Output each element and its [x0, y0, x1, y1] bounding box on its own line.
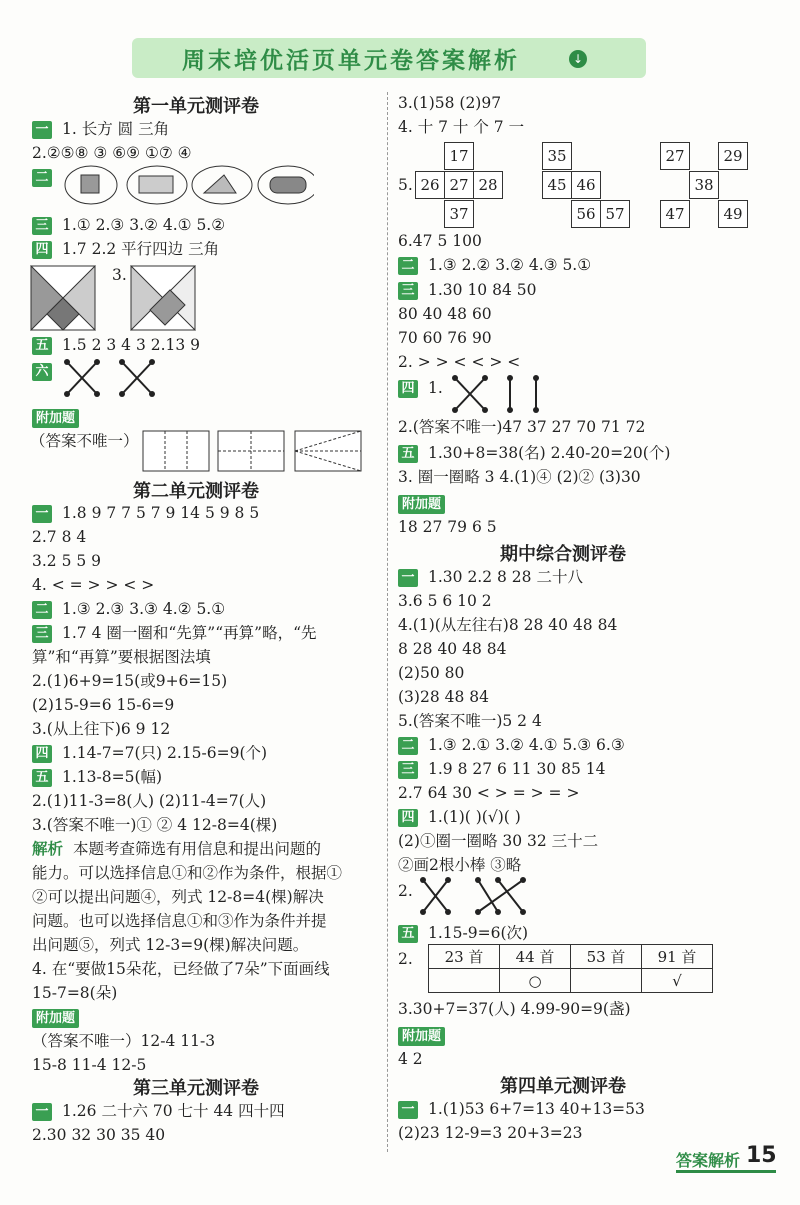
analysis-line — [32, 838, 321, 860]
answer-line: 3.(答案不唯一)① ② 4 12-8=4(棵) — [32, 816, 278, 834]
answer-line: 3.(从上往下)6 9 12 — [32, 720, 171, 738]
column-divider — [387, 92, 388, 1152]
unit1-section1 — [32, 118, 169, 140]
grid-cell: 27 — [444, 171, 474, 199]
unit1-extra — [32, 406, 79, 428]
answer-line: 5.(答案不唯一)5 2 4 — [398, 712, 542, 730]
answer-line: 3.30+7=37(人) 4.99-90=9(盏) — [398, 1000, 631, 1018]
answer-line: 3.6 5 6 10 2 — [398, 592, 492, 610]
answer-line: 2. > > < < > < — [398, 353, 521, 371]
grid-cell: 47 — [660, 200, 690, 228]
midterm-title: 期中综合测评卷 — [500, 544, 626, 565]
table-row — [429, 969, 713, 993]
page-number: 15 — [746, 1143, 777, 1168]
answer-line: (2)50 80 — [398, 664, 465, 682]
unit2-section4 — [32, 742, 267, 764]
tangram-figure — [30, 265, 96, 331]
answer-line: （答案不唯一） — [30, 432, 139, 450]
answer-line: 问题。也可以选择信息①和③作为条件并提 — [32, 912, 327, 930]
unit3-extra — [398, 492, 445, 514]
answer-line: (2)①圈一圈略 30 32 三十二 — [398, 832, 599, 850]
section-tag: 二 — [398, 737, 418, 755]
answer-line: 2.7 64 30 < > = > = > — [398, 784, 580, 802]
footer-label: 答案解析 — [676, 1151, 741, 1170]
unit1-title: 第一单元测评卷 — [133, 96, 259, 117]
midterm-section5 — [398, 922, 528, 944]
section-tag: 五 — [32, 769, 52, 787]
triangle-block-icon — [204, 175, 236, 193]
answer-line: 4 2 — [398, 1050, 423, 1068]
section-tag: 五 — [398, 445, 418, 463]
answer-line: 70 60 76 90 — [398, 329, 492, 347]
answer-line: 1.③ 2.③ 3.③ 4.② 5.① — [62, 600, 226, 618]
table-cell: 44 首 — [500, 945, 571, 969]
answer-line: 1.③ 2.① 3.② 4.① 5.③ 6.③ — [428, 736, 625, 754]
answer-line: 18 27 79 6 5 — [398, 518, 497, 536]
answer-line: 8 28 40 48 84 — [398, 640, 507, 658]
unit1-section5 — [32, 334, 200, 356]
table-cell: 91 首 — [642, 945, 713, 969]
section-tag: 一 — [32, 121, 52, 139]
answer-line: 1.(1)53 6+7=13 40+13=53 — [428, 1100, 645, 1118]
answer-line: 1.8 9 7 7 5 7 9 14 5 9 8 5 — [62, 504, 260, 522]
section-tag: 三 — [32, 217, 52, 235]
answer-line: 15-7=8(朵) — [32, 984, 118, 1002]
unit4-section1 — [398, 1098, 645, 1120]
section-tag: 五 — [32, 337, 52, 355]
analysis-label: 解析 — [32, 839, 64, 858]
grid-cell: 57 — [600, 200, 630, 228]
unit1-section4 — [32, 238, 219, 260]
answer-line: 4. 十 7 十 个 7 一 — [398, 118, 525, 136]
section-tag: 三 — [398, 761, 418, 779]
answer-line: 1.13-8=5(幅) — [62, 768, 163, 786]
grid-cell: 17 — [444, 142, 474, 170]
answer-line: 2.(答案不唯一)47 37 27 70 71 72 — [398, 418, 646, 436]
answer-line: 6.47 5 100 — [398, 232, 482, 250]
answer-line: 1.7 4 圈一圈和“先算”“再算”略，“先 — [62, 624, 317, 642]
answer-line: 80 40 48 60 — [398, 305, 492, 323]
cube-icon — [81, 175, 99, 193]
answer-line: 出问题⑤，列式 12-3=9(棵)解决问题。 — [32, 936, 309, 954]
grid-cell: 27 — [660, 142, 690, 170]
matching-lines — [418, 876, 538, 916]
unit3-section2 — [398, 254, 591, 276]
extra-tag: 附加题 — [32, 1009, 79, 1028]
arrow-down-circle-icon: ↓ — [569, 50, 587, 68]
answer-line: 能力。可以选择信息①和②作为条件，根据① — [32, 864, 343, 882]
grid-cell: 35 — [542, 142, 572, 170]
answer-line: 2.30 32 30 35 40 — [32, 1126, 166, 1144]
unit1-section6 — [32, 360, 62, 382]
unit2-section2 — [32, 598, 225, 620]
answer-line: 2.7 8 4 — [32, 528, 87, 546]
table-cell: 53 首 — [571, 945, 642, 969]
answer-line: 2.②⑤⑧ ③ ⑥⑨ ①⑦ ④ — [32, 144, 192, 162]
unit2-extra — [32, 1006, 79, 1028]
answer-line: 1.9 8 27 6 11 30 85 14 — [428, 760, 606, 778]
extra-tag: 附加题 — [398, 1027, 445, 1046]
table-cell: 23 首 — [429, 945, 500, 969]
answer-line: 1. — [428, 379, 443, 397]
answer-line: 2. — [398, 950, 413, 968]
midterm-extra — [398, 1024, 445, 1046]
matching-lines — [62, 358, 172, 398]
grid-cell: 29 — [718, 142, 748, 170]
grid-cell: 56 — [571, 200, 601, 228]
answer-line: 4. 在“要做15朵花，已经做了7朵”下面画线 — [32, 960, 330, 978]
answer-line: 本题考查筛选有用信息和提出问题的 — [73, 840, 322, 858]
answer-line: 3.2 5 5 9 — [32, 552, 102, 570]
extra-tag: 附加题 — [398, 495, 445, 514]
unit3-section4 — [398, 377, 443, 399]
unit2-section1 — [32, 502, 259, 524]
answer-line: 2.(1)6+9=15(或9+6=15) — [32, 672, 228, 690]
answer-line: 算”和“再算”要根据图法填 — [32, 648, 211, 666]
answer-line: 1.③ 2.② 3.② 4.③ 5.① — [428, 256, 592, 274]
footer-bar — [676, 1170, 776, 1173]
section-tag: 三 — [398, 282, 418, 300]
section-tag: 一 — [398, 1101, 418, 1119]
answer-line: 5. — [398, 176, 413, 194]
tangram-figure-2 — [130, 265, 196, 331]
section-tag: 二 — [398, 257, 418, 275]
answer-line: （答案不唯一）12-4 11-3 — [32, 1032, 216, 1050]
answer-line: 2. — [398, 882, 413, 900]
section-tag: 二 — [32, 169, 52, 187]
section-tag: 一 — [398, 569, 418, 587]
unit4-title: 第四单元测评卷 — [500, 1076, 626, 1097]
section-tag: 二 — [32, 601, 52, 619]
answer-line: 1.5 2 3 4 3 2.13 9 — [62, 336, 201, 354]
answer-line: 1.14-7=7(只) 2.15-6=9(个) — [62, 744, 268, 762]
table-cell — [571, 969, 642, 993]
shape-pictures — [64, 163, 314, 207]
answer-line: 4.(1)(从左往右)8 28 40 48 84 — [398, 616, 618, 634]
box-icon — [139, 176, 173, 193]
answer-line: 3. 圈一圈略 3 4.(1)④ (2)② (3)30 — [398, 468, 641, 486]
section-tag: 一 — [32, 1103, 52, 1121]
answer-line: 1.7 2.2 平行四边 三角 — [62, 240, 220, 258]
answer-line: ②可以提出问题④，列式 12-8=4(棵)解决 — [32, 888, 324, 906]
answer-line: 2.(1)11-3=8(人) (2)11-4=7(人) — [32, 792, 267, 810]
answer-line: ②画2根小棒 ③略 — [398, 856, 522, 874]
midterm-section1 — [398, 566, 583, 588]
table-cell: ○ — [500, 969, 571, 993]
answer-line: (2)23 12-9=3 20+3=23 — [398, 1124, 583, 1142]
unit3-section5 — [398, 442, 670, 464]
answer-line: 1.26 二十六 70 七十 44 四十四 — [62, 1102, 285, 1120]
unit1-section3 — [32, 214, 225, 236]
answer-line: 4. < = > > < > — [32, 576, 155, 594]
table-row — [429, 945, 713, 969]
grid-cell: 49 — [718, 200, 748, 228]
grid-cell: 45 — [542, 171, 572, 199]
fold-figures — [142, 430, 364, 472]
section-tag: 四 — [398, 809, 418, 827]
answer-line: 15-8 11-4 12-5 — [32, 1056, 147, 1074]
section-tag: 六 — [32, 363, 52, 381]
unit3-section1 — [32, 1100, 285, 1122]
answer-line: 1.30+8=38(名) 2.40-20=20(个) — [428, 444, 671, 462]
answer-line: (3)28 48 84 — [398, 688, 489, 706]
section-tag: 四 — [32, 745, 52, 763]
answer-line: 3. — [112, 266, 127, 284]
answer-line: 1.(1)( )(√)( ) — [428, 808, 521, 826]
answer-line: 1.30 2.2 8 28 二十八 — [428, 568, 583, 586]
unit2-section5 — [32, 766, 162, 788]
unit3-section3 — [398, 279, 536, 301]
cylinder-icon — [270, 177, 306, 193]
midterm-section2 — [398, 734, 625, 756]
unit2-title: 第二单元测评卷 — [133, 481, 259, 502]
answer-line: 1.30 10 84 50 — [428, 281, 537, 299]
grid-cell: 28 — [473, 171, 503, 199]
grid-cell: 38 — [689, 171, 719, 199]
table-cell — [429, 969, 500, 993]
answer-line: 3.(1)58 (2)97 — [398, 94, 502, 112]
section-tag: 四 — [398, 380, 418, 398]
extra-tag: 附加题 — [32, 409, 79, 428]
midterm-section3 — [398, 758, 605, 780]
answer-line: (2)15-9=6 15-6=9 — [32, 696, 175, 714]
table-cell: √ — [642, 969, 713, 993]
answer-line: 1.① 2.③ 3.② 4.① 5.② — [62, 216, 226, 234]
matching-lines — [450, 374, 550, 414]
grid-cell: 37 — [444, 200, 474, 228]
unit3-title: 第三单元测评卷 — [133, 1078, 259, 1099]
section-tag: 四 — [32, 241, 52, 259]
answer-line: 1. 长方 圆 三角 — [62, 120, 170, 138]
grid-cell: 46 — [571, 171, 601, 199]
section-tag: 五 — [398, 925, 418, 943]
section-tag: 三 — [32, 625, 52, 643]
answer-line: 1.15-9=6(次) — [428, 924, 529, 942]
poem-table — [428, 944, 713, 993]
grid-cell: 26 — [415, 171, 445, 199]
midterm-section4 — [398, 806, 521, 828]
unit1-section2 — [32, 166, 62, 188]
section-tag: 一 — [32, 505, 52, 523]
page-title: 周末培优活页单元卷答案解析 — [182, 48, 520, 74]
unit2-section3 — [32, 622, 317, 644]
